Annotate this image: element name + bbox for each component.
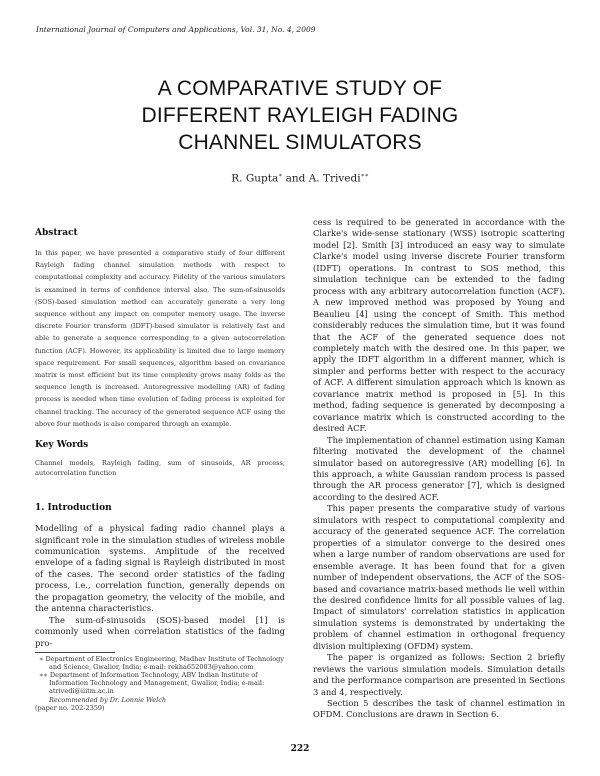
author-1-mark: ∗ xyxy=(278,172,283,179)
right-paragraph-3: This paper presents the comparative study of various simulators with respect to computational complexity and accuracy of the generated sequence ACF. The correlation properties of a simulator converge to the desired ones when a large number of random observations are used for ensemble average. It has been found that for a given number of independent observations, the ACF of the SOS-based and covariance matrix-based methods lie well within the desired confidence limits for all possible values of lag. Impact of simulators' correlation statistics in application simulation systems is demonstrated by undertaking the problem of channel estimation in orthogonal frequency division multiplexing (OFDM) system. xyxy=(313,503,565,651)
title-line-2: DIFFERENT RAYLEIGH FADING xyxy=(141,104,459,127)
author-2: A. Trivedi xyxy=(308,172,361,185)
intro-paragraph-1: Modelling of a physical fading radio channel plays a significant role in the simulation studies of wireless mobile communication systems. Amplitude of the received envelope of a fading signal is Rayleigh distributed in most of the cases. The second order statistics of the fading process, i.e., correlation function, generally depends on the propagation geometry, the velocity of the mobile, and the antenna characteristics. xyxy=(35,523,285,614)
right-column xyxy=(313,217,565,721)
title-line-3: CHANNEL SIMULATORS xyxy=(178,131,422,154)
left-column xyxy=(35,228,285,712)
footnotes xyxy=(35,655,285,712)
page-number: 222 xyxy=(290,744,310,754)
author-2-mark: ∗∗ xyxy=(360,172,369,179)
keywords-heading: Key Words xyxy=(35,440,89,451)
footnote-rule xyxy=(35,652,115,653)
authors xyxy=(0,172,600,185)
recommended-by: Recommended by Dr. Lonnie Welch xyxy=(49,695,167,704)
journal-header: International Journal of Computers and Applications, Vol. 31, No. 4, 2009 xyxy=(36,25,316,34)
abstract-paragraph: In this paper, we have presented a comparative study of four different Rayleigh fading channel simulation methods with respect to computational complexity and accuracy. Fidelity of the various simulators is examined in terms of confidence interval also. The sum-of-sinusoids (SOS)-based simulation method can accurately generate a very long sequence without any impact on computer memory usage. The inverse discrete Fourier transform (IDFT)-based simulator is relatively fast and able to generate a sequence corresponding to a given autocorrelation function (ACF). However, its applicability is limited due to large memory space requirement. For small sequences, algorithm based on covariance matrix is most efficient but its time complexity grows many folds as the sequence length is increased. Autoregressive modelling (AR) of fading process is needed when time evolution of fading process is exploited for channel tracking. The accuracy of the generated sequence ACF using the above four methods is also compared through an example. xyxy=(35,249,285,428)
right-paragraph-2: The implementation of channel estimation using Kaman filtering motivated the development of the channel simulator based on autoregressive (AR) modelling [6]. In this approach, a white Gaussian random process is passed through the AR process generator [7], which is designed according to the desired ACF. xyxy=(313,434,565,502)
footnote-1: ∗ Department of Electronics Engineering, Madhav Institute of Technology and Science, Gwalior, India; e-mail: rekha652003@yahoo.com xyxy=(39,655,284,672)
introduction-heading: 1. Introduction xyxy=(35,503,112,514)
footnote-2: ∗∗ Department of Information Technology, ABV Indian Institute of Information Technology and Management, Gwalior, India; e-mail: atrivedi@iiitm.ac.in xyxy=(39,671,265,696)
right-paragraph-4: The paper is organized as follows: Section 2 briefly reviews the various simulation models. Simulation details and the performance comparison are presented in Sections 3 and 4, respectively. xyxy=(313,652,565,697)
introduction-text xyxy=(35,523,285,649)
paper-title xyxy=(40,75,560,156)
abstract-text xyxy=(35,247,285,430)
paper-number: (paper no. 202-2359) xyxy=(35,703,105,712)
intro-paragraph-2: The sum-of-sinusoids (SOS)-based model [1] is commonly used when correlation statistics of the fading pro- xyxy=(35,614,285,648)
keywords-text: Channel models, Rayleigh fading, sum of sinusoids, AR process, autocorrelation function xyxy=(35,459,285,477)
authors-and: and xyxy=(282,172,309,185)
right-column-text xyxy=(313,217,565,721)
abstract-heading: Abstract xyxy=(35,228,78,238)
right-paragraph-5: Section 5 describes the task of channel estimation in OFDM. Conclusions are drawn in Section 6. xyxy=(313,698,565,720)
author-1: R. Gupta xyxy=(231,172,279,185)
right-paragraph-1: cess is required to be generated in accordance with the Clarke's wide-sense stationary (WSS) isotropic scattering model [2]. Smith [3] introduced an easy way to simulate Clarke's model using inverse discrete Fourier transform (IDFT) operations. In contrast to SOS method, this simulation technique can be extended to the fading process with any arbitrary autocorrelation function (ACF). A new improved method was proposed by Young and Beaulieu [4] using the concept of Smith. This method considerably reduces the simulation time, but it was found that the ACF of the generated sequence does not completely match with the desired one. In this paper, we apply the IDFT algorithm in a different manner, which is simpler and performs better with respect to the accuracy of ACF. A different simulation approach which is known as covariance matrix method is proposed in [5]. In this method, fading sequence is generated by decomposing a covariance matrix which is constructed according to the desired ACF. xyxy=(313,217,565,434)
title-line-1: A COMPARATIVE STUDY OF xyxy=(157,77,443,100)
